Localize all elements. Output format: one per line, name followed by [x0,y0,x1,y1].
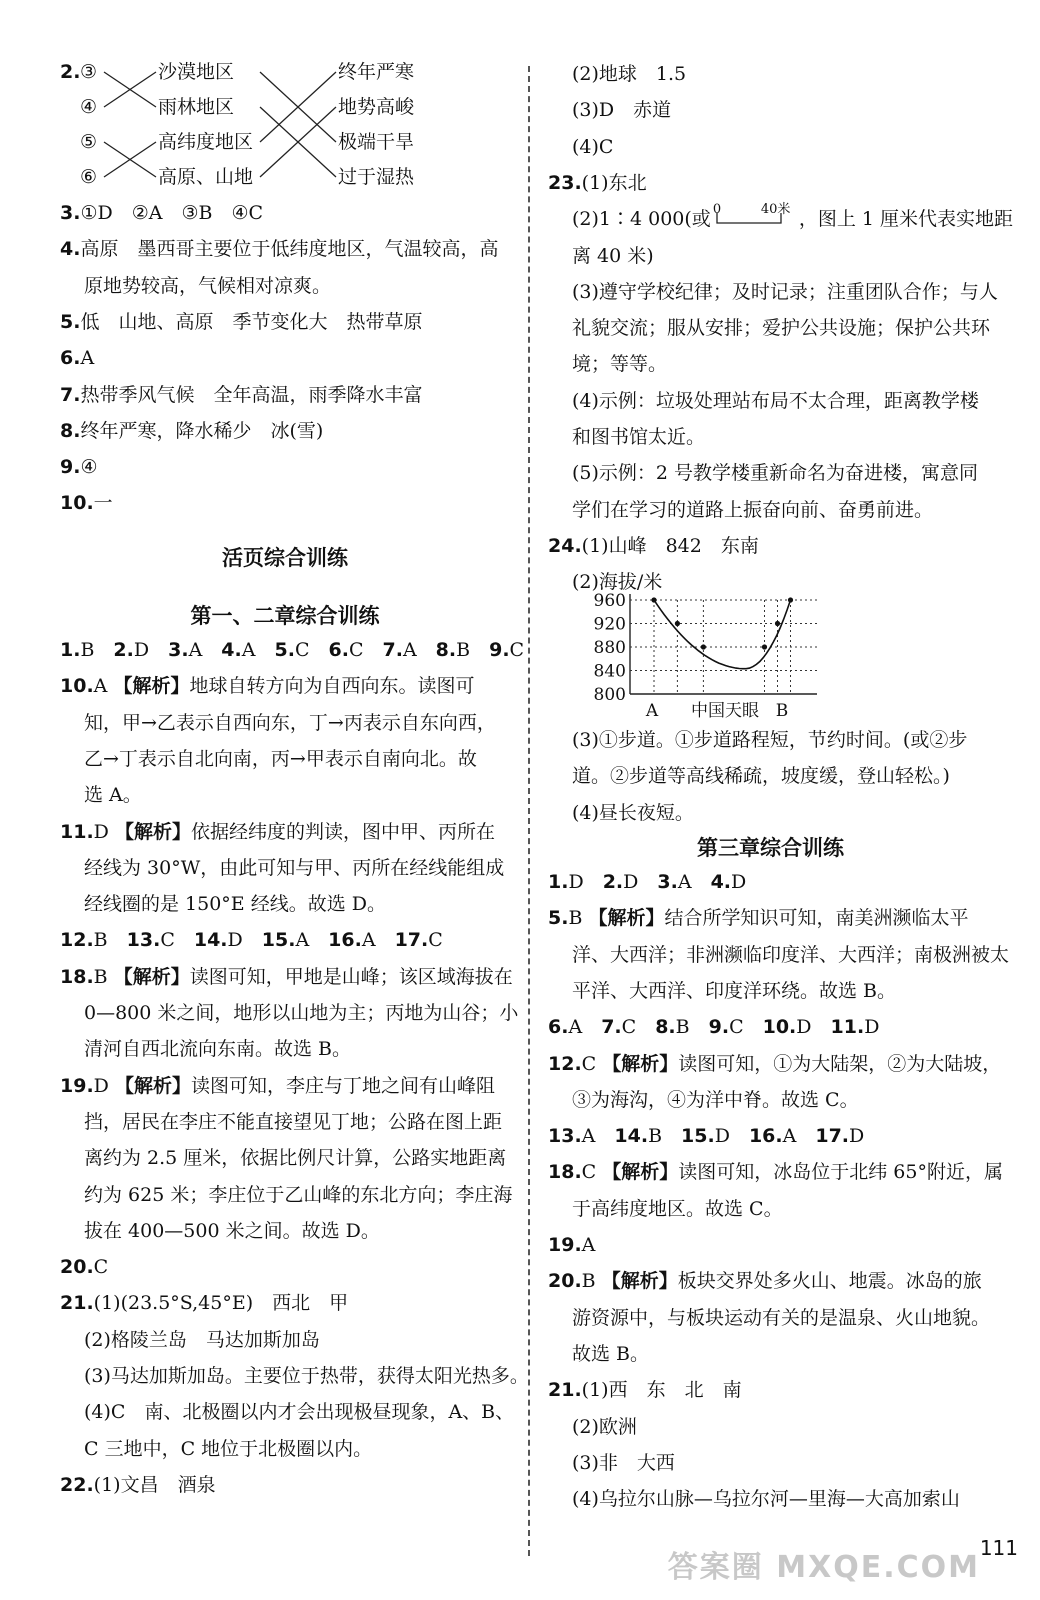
answer-row [60,928,443,952]
analysis-text: 选 A。 [84,784,142,807]
analysis-tag: 【解析】 [114,820,191,843]
answer-text: C [729,1016,763,1039]
match-label: 地势高峻 [338,96,415,118]
answer-text: A [677,871,711,893]
question-number: 5. [60,310,81,333]
analysis-text: ③为海沟，④为洋中脊。故选 C。 [572,1088,859,1111]
question-number: 23. [548,171,582,194]
answer-line [548,1233,595,1257]
answer-line [572,764,950,788]
answer-letter: B [581,1270,602,1293]
question-number: 10. [60,492,94,515]
question-number: 7. [601,1016,622,1039]
answer-letter: A [93,675,114,698]
answer-line [572,244,654,268]
analysis-tag: 【解析】 [114,1074,191,1097]
answer-text: 学们在学习的道路上振奋向前、奋勇前进。 [572,498,934,521]
answer-text: (2)1∶4 000(或 [572,208,711,231]
analysis-text: 结合所学知识可知，南美洲濒临太平 [664,907,969,930]
analysis-first-line [60,674,474,698]
question-number: 11. [60,820,94,843]
match-label: ④ [80,96,98,118]
answer-text: D [731,871,747,893]
analysis-text: 挡，居民在李庄不能直接望见丁地；公路在图上距 [84,1110,503,1133]
answer-line [60,310,422,334]
analysis-first-line [60,965,513,989]
answer-text: (1)山峰 842 东南 [581,534,759,557]
question-number: 19. [548,1234,582,1256]
match-label: ⑥ [80,166,98,188]
question-number: 2. [602,871,624,893]
analysis-line [84,892,386,916]
x-tick-label: A [645,701,659,721]
answer-line [60,491,113,515]
analysis-text: 平洋、大西洋、印度洋环绕。故选 B。 [572,979,897,1002]
answer-text: (1)(23.5°S,45°E) 西北 甲 [93,1292,349,1315]
question-number: 18. [548,1161,582,1184]
question-number: 20. [60,1256,94,1279]
answer-line [572,62,686,86]
match-label: ③ [80,61,98,83]
question-number: 13. [548,1125,582,1148]
question-number: 6. [548,1016,569,1039]
analysis-first-line [548,1269,982,1293]
question-number: 19. [60,1074,94,1097]
answer-text: A [295,929,329,952]
answer-text: A [782,1125,816,1148]
match-label: 沙漠地区 [158,61,235,83]
answer-text: 礼貌交流；服从安排；爱护公共设施；保护公共环 [572,317,991,340]
answer-line [60,1255,108,1279]
answer-line [572,352,667,376]
analysis-text: 游资源中，与板块运动有关的是温泉、火山地貌。 [572,1306,991,1329]
answer-letter: B [93,965,114,988]
answer-text: D [864,1016,880,1039]
x-tick-label: 中国天眼 [691,701,759,721]
answer-line [572,1415,637,1439]
analysis-first-line [548,1160,1003,1184]
question-number: 4. [710,871,732,893]
matching-lines [60,60,360,200]
analysis-line [572,1342,649,1366]
answer-letter: D [93,820,115,843]
analysis-text: 洋、大西洋；非洲濒临印度洋、大西洋；南极洲被太 [572,943,1010,966]
analysis-first-line [548,1052,1001,1076]
answer-line [84,1437,372,1461]
answer-letter: B [568,907,589,930]
analysis-line [84,1037,351,1061]
data-point [775,621,780,626]
question-number: 11. [830,1016,865,1039]
analysis-tag: 【解析】 [113,675,190,698]
answer-text: B [93,929,127,952]
answer-text: C [93,1256,109,1279]
answer-text: 热带季风气候 全年高温，雨季降水丰富 [80,383,423,406]
question-number: 16. [748,1125,783,1148]
answer-text: C [509,639,525,661]
answer-text: (3)非 大西 [572,1451,675,1474]
x-tick-label: B [775,701,789,721]
answer-line [60,346,94,370]
chapter-title [60,600,510,630]
analysis-text: 离约为 2.5 厘米，依据比例尺计算，公路实地距离 [84,1147,507,1170]
question-number: 7. [382,639,403,661]
question-number: 3. [168,639,189,661]
answer-text: A [188,639,222,661]
question-number: 8. [655,1016,676,1039]
answer-line [60,201,263,225]
answer-text: A [402,639,436,661]
answer-line [84,274,331,298]
question-number: 9. [708,1016,730,1039]
analysis-text: 读图可知，李庄与丁地之间有山峰阻 [190,1074,495,1097]
question-number: 22. [60,1473,94,1496]
answer-line [548,171,647,195]
analysis-line [84,1219,380,1243]
answer-text: (2)地球 1.5 [572,63,687,85]
analysis-text: 于高纬度地区。故选 C。 [572,1197,783,1220]
section-title [60,542,510,572]
y-tick-label: 920 [593,614,626,635]
answer-line [60,1291,348,1315]
answer-text: ④ [80,456,98,479]
data-point [651,597,656,602]
answer-text: (3)马达加斯加岛。主要位于热带，获得太阳光热多。 [84,1365,529,1387]
answer-line [572,461,978,485]
answer-line [572,389,979,413]
analysis-first-line [60,820,495,844]
analysis-line [572,1306,990,1330]
analysis-text: 知，甲→乙表示自西向东，丁→丙表示自东向西， [84,711,496,734]
chapter-title-text: 第一、二章综合训练 [190,604,380,628]
y-tick-label: 800 [593,685,626,705]
section-title-text: 活页综合训练 [222,546,348,570]
answer-line [60,419,323,443]
answer-text: 高原 墨西哥主要位于低纬度地区，气温较高，高 [80,238,499,261]
answer-text: D [568,871,603,893]
answer-line [572,425,705,449]
answer-text: A [80,347,95,370]
answer-text: (4)C [572,135,614,158]
scale-forty-label: 40米 [760,202,791,218]
data-point [788,597,793,602]
answer-row [548,1124,864,1148]
analysis-line [572,979,896,1003]
answer-text: D [227,929,262,952]
analysis-text: 地球自转方向为自西向东。读图可 [189,675,475,698]
answer-line [548,534,759,558]
answer-text: D [714,1125,749,1148]
answer-row [60,638,524,662]
answer-text: (2)海拔/米 [572,571,663,594]
scale-bar [711,202,799,231]
answer-line [60,455,98,479]
answer-letter: C [581,1052,603,1075]
scale-zero-label: 0 [712,202,722,218]
question-number: 2. [60,61,81,83]
match-label: 雨林地区 [158,96,235,118]
answer-text: 低 山地、高原 季节变化大 热带草原 [80,310,423,333]
question-number: 18. [60,965,94,988]
analysis-tag: 【解析】 [601,1270,678,1293]
answer-line [60,1473,216,1497]
answer-text: B [675,1016,709,1039]
answer-text: A [581,1125,615,1148]
question-number: 17. [815,1125,850,1148]
analysis-text: 0—800 米之间，地形以山地为主；丙地为山谷；小 [84,1002,519,1024]
question-number: 4. [60,238,81,261]
answer-text: (1)文昌 酒泉 [93,1473,216,1496]
y-tick-label: 960 [593,591,626,611]
answer-letter: D [93,1074,115,1097]
answer-line [84,1328,320,1352]
question-number: 20. [548,1270,582,1293]
match-label: 高原、山地 [158,166,254,188]
answer-text: A [568,1016,602,1039]
analysis-text: 读图可知，冰岛位于北纬 65°附近，属 [678,1161,1003,1184]
answer-text: A [361,929,395,952]
analysis-text: 清河自西北流向东南。故选 B。 [84,1038,352,1061]
y-tick-label: 880 [593,638,626,658]
analysis-line [84,856,504,880]
analysis-line [84,1001,518,1025]
match-label: ⑤ [80,131,98,153]
elevation-chart [572,584,822,744]
answer-text: B [456,639,490,661]
question-number: 8. [60,419,81,442]
answer-text: D [133,639,169,661]
question-number: 14. [193,929,228,952]
analysis-line [572,1197,783,1221]
answer-text: D [849,1125,865,1148]
analysis-line [84,1146,506,1170]
analysis-tag: 【解析】 [602,1161,679,1184]
question-number: 15. [261,929,296,952]
answer-text: A [581,1234,596,1256]
answer-line [572,498,933,522]
analysis-line [84,783,142,807]
question-number: 10. [762,1016,797,1039]
answer-letter: C [581,1161,603,1184]
analysis-tag: 【解析】 [588,907,665,930]
analysis-line [572,943,1009,967]
answer-text: (2)格陵兰岛 马达加斯加岛 [84,1328,320,1351]
answer-line [60,237,498,261]
analysis-line [84,711,496,735]
question-number: 12. [548,1052,582,1075]
analysis-first-line [548,906,969,930]
answer-text: 终年严寒，降水稀少 冰(雪) [80,419,324,442]
question-number: 6. [60,347,81,370]
analysis-text: 约为 625 米；李庄位于乙山峰的东北方向；李庄海 [84,1183,513,1206]
analysis-tag: 【解析】 [602,1052,679,1075]
answer-text: C [160,929,194,952]
answer-text: D [623,871,658,893]
y-tick-label: 840 [593,661,626,682]
question-number: 5. [274,639,295,661]
answer-text: ①D ②A ③B ④C [80,202,264,224]
answer-text: (5)示例：2 号教学楼重新命名为奋进楼，寓意同 [572,462,979,485]
chapter-title-text: 第三章综合训练 [697,836,844,860]
answer-text: C [428,929,443,952]
chapter-title [548,832,993,862]
question-number: 3. [60,202,81,224]
question-number: 5. [548,907,569,930]
question-number: 7. [60,383,81,406]
question-number: 1. [60,639,81,661]
answer-line [572,98,671,122]
answer-line [572,135,613,159]
answer-text: (4)C 南、北极圈以内才会出现极昼现象，A、B、 [84,1401,515,1424]
answer-line [60,383,422,407]
watermark: 答案圈 MXQE.COM [667,1550,980,1585]
answer-text: (4)昼长夜短。 [572,801,694,824]
question-number: 15. [681,1125,715,1148]
answer-text: (4)示例：垃圾处理站布局不太合理，距离教学楼 [572,389,979,412]
question-number: 10. [60,675,94,698]
question-number: 24. [548,534,582,557]
analysis-line [572,1088,859,1112]
answer-line [84,1364,529,1388]
question-number: 21. [548,1379,582,1402]
analysis-first-line [60,1074,495,1098]
data-point [701,644,706,649]
answer-line [572,1451,675,1475]
answer-text: (4)乌拉尔山脉—乌拉尔河—里海—大高加索山 [572,1488,960,1511]
question-number: 9. [60,456,81,479]
match-label: 终年严寒 [338,61,415,83]
answer-text: B [648,1125,682,1148]
question-number: 1. [548,871,569,893]
question-number: 6. [328,639,349,661]
answer-line [572,280,998,304]
analysis-line [84,1110,502,1134]
question-number: 9. [489,639,510,661]
answer-line [548,1378,742,1402]
answer-row [548,1015,879,1039]
analysis-text: 板块交界处多火山、地震。冰岛的旅 [677,1270,982,1293]
analysis-text: 经线为 30°W，由此可知与甲、丙所在经线能组成 [84,856,505,879]
page-number: 111 [979,1536,1018,1560]
analysis-text: 故选 B。 [572,1342,650,1365]
answer-text: C 三地中，C 地位于北极圈以内。 [84,1437,373,1460]
analysis-line [84,747,477,771]
answer-text: 原地势较高，气候相对凉爽。 [84,274,332,297]
question-number: 16. [328,929,362,952]
answer-line [572,801,694,825]
answer-text: (1)西 东 北 南 [581,1379,742,1402]
analysis-line [84,1183,512,1207]
question-number: 8. [435,639,457,661]
analysis-text: 经线圈的是 150°E 经线。故选 D。 [84,893,386,916]
answer-text: (2)欧洲 [572,1415,637,1438]
answer-text: (1)东北 [581,171,647,194]
question-number: 17. [394,929,429,952]
answer-text: C [294,639,329,661]
analysis-text: 读图可知，甲地是山峰；该区域海拔在 [189,965,513,988]
answer-line [572,728,967,752]
answer-text: (3)①步道。①步道路程短，节约时间。(或②步 [572,729,968,751]
answer-line-scale [572,202,1013,231]
answer-text: ，图上 1 厘米代表实地距 [798,208,1013,231]
answer-text: 离 40 米) [572,244,654,267]
question-number: 2. [113,639,134,661]
answer-text: A [241,639,275,661]
analysis-text: 读图可知，①为大陆架，②为大陆坡， [678,1052,1002,1075]
answer-text: 一 [93,492,113,515]
match-label: 极端干旱 [338,131,415,153]
analysis-tag: 【解析】 [113,965,190,988]
data-point [675,621,680,626]
answer-text: C [348,639,383,661]
answer-text: (3)D 赤道 [572,99,672,122]
analysis-text: 乙→丁表示自北向南，丙→甲表示自南向北。故 [84,747,477,770]
question-number: 21. [60,1292,94,1315]
answer-line [84,1400,514,1424]
analysis-text: 拔在 400—500 米之间。故选 D。 [84,1219,380,1242]
answer-text: 和图书馆太近。 [572,426,706,448]
answer-text: 道。②步道等高线稀疏，坡度缓，登山轻松。) [572,765,950,788]
answer-line [572,316,990,340]
question-number: 4. [221,639,242,661]
question-number: 12. [60,929,94,952]
answer-row [548,870,746,894]
match-label: 过于湿热 [338,166,415,188]
question-number: 3. [657,871,678,893]
column-divider [528,66,530,1556]
answer-text: D [796,1016,831,1039]
question-number: 14. [614,1125,649,1148]
data-point [762,644,767,649]
answer-line [572,1487,960,1511]
answer-text: (3)遵守学校纪律；及时记录；注重团队合作；与人 [572,280,998,303]
answer-text: 境；等等。 [572,353,668,376]
match-label: 高纬度地区 [158,131,254,153]
answer-text: B [80,639,114,661]
elevation-curve [654,600,791,669]
analysis-text: 依据经纬度的判读，图中甲、丙所在 [190,820,495,843]
answer-text: C [621,1016,656,1039]
question-number: 13. [126,929,161,952]
